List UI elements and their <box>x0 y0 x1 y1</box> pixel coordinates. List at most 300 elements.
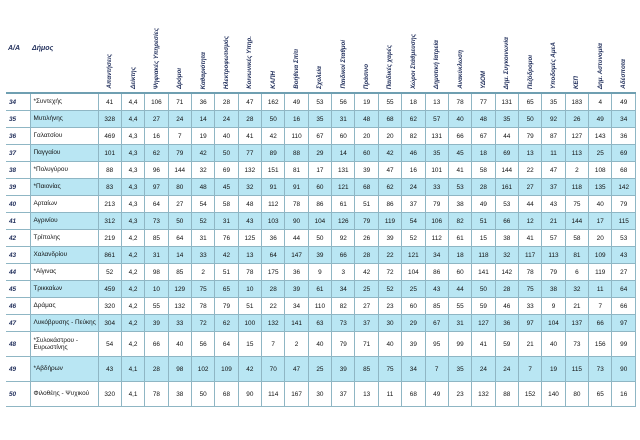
table-cell: 110 <box>285 128 308 145</box>
table-cell: 143 <box>589 128 612 145</box>
table-cell: 64 <box>168 230 191 247</box>
table-cell: 34 <box>332 281 355 298</box>
column-header <box>589 4 612 93</box>
table-cell: 41 <box>472 332 495 357</box>
table-cell: 14 <box>332 145 355 162</box>
table-cell: 64 <box>262 247 285 264</box>
table-cell: 4,1 <box>121 357 144 382</box>
table-cell: 16 <box>402 162 425 179</box>
table-cell: 219 <box>98 230 121 247</box>
column-header <box>121 4 144 93</box>
table-row <box>6 162 636 179</box>
table-cell: 103 <box>262 213 285 230</box>
table-cell: 79 <box>168 145 191 162</box>
table-cell: 80 <box>168 179 191 196</box>
table-cell: 110 <box>308 298 331 315</box>
table-cell: 40 <box>215 128 238 145</box>
table-cell: 132 <box>262 315 285 332</box>
column-header-label: Πράσινο <box>363 63 371 89</box>
table-cell: 57 <box>425 111 448 128</box>
table-cell: 100 <box>238 315 261 332</box>
table-cell: 73 <box>332 315 355 332</box>
table-cell: 73 <box>565 332 588 357</box>
table-cell: 99 <box>612 332 636 357</box>
table-cell: 66 <box>495 213 518 230</box>
table-cell: 320 <box>98 382 121 407</box>
table-cell: 19 <box>542 357 565 382</box>
table-cell: 44 <box>448 281 471 298</box>
table-cell: 4,2 <box>121 247 144 264</box>
table-cell: 78 <box>518 264 541 281</box>
table-cell: 13 <box>425 93 448 111</box>
table-cell: 31 <box>332 111 355 128</box>
table-cell: 82 <box>332 298 355 315</box>
table-row <box>6 298 636 315</box>
table-cell: 57 <box>542 230 565 247</box>
table-cell: 118 <box>472 247 495 264</box>
table-cell: 79 <box>215 298 238 315</box>
table-cell: 28 <box>238 111 261 128</box>
row-number: 39 <box>6 179 30 196</box>
table-cell: 42 <box>355 264 378 281</box>
municipality-name: Γαλατσίου <box>30 128 98 145</box>
table-cell: 82 <box>402 128 425 145</box>
table-cell: 40 <box>168 332 191 357</box>
table-cell: 4,2 <box>121 230 144 247</box>
table-cell: 28 <box>472 179 495 196</box>
table-row <box>6 111 636 128</box>
municipality-name: *Αβδήρων <box>30 357 98 382</box>
table-cell: 51 <box>355 196 378 213</box>
table-cell: 861 <box>98 247 121 264</box>
table-cell: 44 <box>518 196 541 213</box>
table-cell: 141 <box>285 315 308 332</box>
table-cell: 4,2 <box>121 315 144 332</box>
column-header-label: Υποδομές ΑμεΑ <box>550 42 557 89</box>
column-header <box>378 4 401 93</box>
table-cell: 64 <box>145 196 168 213</box>
table-cell: 49 <box>472 196 495 213</box>
table-cell: 28 <box>262 281 285 298</box>
table-cell: 30 <box>378 315 401 332</box>
table-cell: 48 <box>472 111 495 128</box>
table-cell: 61 <box>448 230 471 247</box>
table-cell: 32 <box>565 281 588 298</box>
table-cell: 90 <box>612 357 636 382</box>
table-cell: 131 <box>425 128 448 145</box>
table-cell: 25 <box>589 145 612 162</box>
table-cell: 52 <box>191 213 214 230</box>
table-cell: 32 <box>238 179 261 196</box>
table-cell: 7 <box>425 357 448 382</box>
table-cell: 92 <box>542 111 565 128</box>
table-cell: 79 <box>542 264 565 281</box>
column-header <box>145 4 168 93</box>
table-cell: 60 <box>332 128 355 145</box>
ranking-table <box>6 4 636 407</box>
table-cell: 152 <box>518 382 541 407</box>
table-row <box>6 264 636 281</box>
column-header <box>612 4 636 93</box>
table-cell: 88 <box>495 382 518 407</box>
table-row <box>6 230 636 247</box>
ranking-table-container <box>6 4 636 407</box>
table-cell: 52 <box>378 281 401 298</box>
table-cell: 47 <box>238 93 261 111</box>
table-cell: 58 <box>472 162 495 179</box>
row-number: 45 <box>6 281 30 298</box>
table-cell: 78 <box>238 264 261 281</box>
column-header <box>542 4 565 93</box>
table-cell: 4,3 <box>121 179 144 196</box>
column-header-label: Ψηφιακές Υπηρεσίες <box>152 27 160 89</box>
table-cell: 83 <box>98 179 121 196</box>
table-cell: 40 <box>448 111 471 128</box>
table-cell: 13 <box>238 247 261 264</box>
table-cell: 22 <box>518 162 541 179</box>
row-number: 40 <box>6 196 30 213</box>
table-cell: 109 <box>215 357 238 382</box>
row-number: 42 <box>6 230 30 247</box>
column-header-label: Δημ. Αστυνομία <box>596 42 604 89</box>
table-cell: 24 <box>495 357 518 382</box>
table-cell: 86 <box>378 196 401 213</box>
table-cell: 119 <box>589 264 612 281</box>
table-cell: 72 <box>191 315 214 332</box>
table-cell: 88 <box>98 162 121 179</box>
table-cell: 104 <box>402 264 425 281</box>
column-header <box>402 4 425 93</box>
table-cell: 79 <box>332 332 355 357</box>
column-header <box>308 4 331 93</box>
municipality-name: Τρικκαίων <box>30 281 98 298</box>
table-cell: 75 <box>191 281 214 298</box>
table-cell: 13 <box>355 382 378 407</box>
table-cell: 76 <box>215 230 238 247</box>
table-cell: 127 <box>472 315 495 332</box>
column-header-label: Απαντήσεις <box>106 54 114 89</box>
table-cell: 49 <box>612 93 636 111</box>
table-cell: 75 <box>565 196 588 213</box>
table-cell: 328 <box>98 111 121 128</box>
table-cell: 132 <box>472 382 495 407</box>
table-cell: 38 <box>542 281 565 298</box>
municipality-name: *Αίγινας <box>30 264 98 281</box>
table-cell: 7 <box>518 357 541 382</box>
table-cell: 20 <box>355 128 378 145</box>
table-cell: 126 <box>332 213 355 230</box>
header-row <box>6 4 636 93</box>
table-cell: 16 <box>145 128 168 145</box>
table-cell: 28 <box>145 357 168 382</box>
table-row <box>6 179 636 196</box>
column-header <box>285 4 308 93</box>
table-cell: 132 <box>238 162 261 179</box>
table-cell: 67 <box>425 315 448 332</box>
table-cell: 37 <box>402 196 425 213</box>
table-cell: 31 <box>191 230 214 247</box>
table-cell: 64 <box>215 332 238 357</box>
table-cell: 33 <box>518 298 541 315</box>
column-header-label: Πεζόδρομοι <box>526 54 534 89</box>
table-cell: 2 <box>191 264 214 281</box>
table-cell: 131 <box>332 162 355 179</box>
table-cell: 91 <box>285 179 308 196</box>
table-cell: 90 <box>238 382 261 407</box>
table-cell: 42 <box>215 247 238 264</box>
table-cell: 87 <box>542 128 565 145</box>
table-cell: 41 <box>98 93 121 111</box>
table-cell: 34 <box>612 111 636 128</box>
table-cell: 59 <box>495 332 518 357</box>
table-cell: 21 <box>565 298 588 315</box>
table-cell: 78 <box>191 298 214 315</box>
row-number: 36 <box>6 128 30 145</box>
table-cell: 34 <box>402 357 425 382</box>
row-number: 44 <box>6 264 30 281</box>
table-row <box>6 196 636 213</box>
table-cell: 45 <box>215 179 238 196</box>
table-cell: 26 <box>565 111 588 128</box>
table-cell: 7 <box>168 128 191 145</box>
table-row <box>6 128 636 145</box>
table-cell: 142 <box>612 179 636 196</box>
table-cell: 99 <box>448 332 471 357</box>
table-cell: 32 <box>191 162 214 179</box>
table-cell: 4,4 <box>121 111 144 128</box>
row-number: 48 <box>6 332 30 357</box>
column-header <box>565 4 588 93</box>
table-cell: 142 <box>495 264 518 281</box>
table-cell: 85 <box>355 357 378 382</box>
table-cell: 28 <box>215 93 238 111</box>
table-cell: 469 <box>98 128 121 145</box>
table-cell: 137 <box>565 315 588 332</box>
table-cell: 3 <box>332 264 355 281</box>
column-header-label: Παιδικές χαρές <box>386 44 394 89</box>
table-cell: 54 <box>402 213 425 230</box>
table-cell: 29 <box>308 145 331 162</box>
table-cell: 50 <box>168 213 191 230</box>
table-cell: 20 <box>378 128 401 145</box>
column-header-label: Δημοτική Ιατρεία <box>433 40 441 89</box>
table-cell: 4,3 <box>121 128 144 145</box>
table-cell: 40 <box>589 196 612 213</box>
table-cell: 54 <box>98 332 121 357</box>
table-cell: 62 <box>402 111 425 128</box>
table-cell: 41 <box>448 162 471 179</box>
column-header-label: ΚΕΠ <box>573 75 581 89</box>
table-cell: 132 <box>168 298 191 315</box>
table-cell: 33 <box>425 179 448 196</box>
table-cell: 4,2 <box>121 281 144 298</box>
table-cell: 85 <box>168 264 191 281</box>
table-cell: 41 <box>238 128 261 145</box>
table-cell: 39 <box>355 162 378 179</box>
table-cell: 14 <box>191 111 214 128</box>
table-cell: 121 <box>332 179 355 196</box>
table-cell: 40 <box>308 332 331 357</box>
table-cell: 36 <box>612 128 636 145</box>
column-header-label: Παιδικοί Σταθμοί <box>339 40 347 89</box>
column-header <box>355 4 378 93</box>
table-row <box>6 382 636 407</box>
column-header <box>98 4 121 93</box>
table-cell: 147 <box>285 247 308 264</box>
table-cell: 66 <box>448 128 471 145</box>
table-cell: 20 <box>589 230 612 247</box>
table-cell: 21 <box>518 332 541 357</box>
table-cell: 77 <box>238 145 261 162</box>
table-cell: 35 <box>448 357 471 382</box>
table-cell: 24 <box>402 179 425 196</box>
table-cell: 60 <box>448 264 471 281</box>
table-cell: 35 <box>495 111 518 128</box>
table-cell: 24 <box>215 111 238 128</box>
table-cell: 10 <box>145 281 168 298</box>
municipality-name: Αρταίων <box>30 196 98 213</box>
table-cell: 68 <box>612 162 636 179</box>
table-cell: 52 <box>98 264 121 281</box>
table-cell: 98 <box>168 357 191 382</box>
column-header <box>518 4 541 93</box>
column-header <box>425 4 448 93</box>
table-cell: 4,2 <box>121 264 144 281</box>
table-cell: 61 <box>332 196 355 213</box>
table-cell: 49 <box>425 382 448 407</box>
table-cell: 14 <box>168 247 191 264</box>
table-cell: 106 <box>425 213 448 230</box>
table-cell: 42 <box>262 128 285 145</box>
table-cell: 60 <box>355 145 378 162</box>
column-header <box>472 4 495 93</box>
table-cell: 4,4 <box>121 93 144 111</box>
table-cell: 11 <box>378 382 401 407</box>
table-cell: 140 <box>542 382 565 407</box>
column-header <box>332 4 355 93</box>
table-cell: 29 <box>402 315 425 332</box>
table-cell: 7 <box>589 298 612 315</box>
table-cell: 64 <box>612 281 636 298</box>
table-cell: 42 <box>191 145 214 162</box>
table-cell: 61 <box>308 281 331 298</box>
table-cell: 60 <box>308 179 331 196</box>
table-cell: 6 <box>565 264 588 281</box>
table-cell: 4 <box>589 93 612 111</box>
table-cell: 175 <box>262 264 285 281</box>
table-cell: 36 <box>285 264 308 281</box>
table-cell: 17 <box>589 213 612 230</box>
table-cell: 18 <box>448 247 471 264</box>
table-cell: 2 <box>285 332 308 357</box>
table-cell: 53 <box>612 230 636 247</box>
table-row <box>6 93 636 111</box>
table-cell: 38 <box>448 196 471 213</box>
table-cell: 66 <box>612 298 636 315</box>
table-cell: 96 <box>145 162 168 179</box>
table-cell: 69 <box>612 145 636 162</box>
table-cell: 47 <box>285 357 308 382</box>
table-cell: 101 <box>425 162 448 179</box>
table-cell: 37 <box>332 382 355 407</box>
table-cell: 39 <box>332 357 355 382</box>
table-cell: 62 <box>215 315 238 332</box>
table-cell: 21 <box>542 213 565 230</box>
table-cell: 50 <box>262 111 285 128</box>
table-cell: 32 <box>495 247 518 264</box>
column-header <box>238 4 261 93</box>
table-cell: 27 <box>145 111 168 128</box>
table-cell: 72 <box>378 264 401 281</box>
table-cell: 31 <box>448 315 471 332</box>
municipality-name: Δράμας <box>30 298 98 315</box>
table-cell: 33 <box>191 247 214 264</box>
table-cell: 66 <box>145 332 168 357</box>
table-cell: 88 <box>285 145 308 162</box>
column-header-label: Χώροι Στάθμευσης <box>409 34 417 89</box>
table-cell: 79 <box>355 213 378 230</box>
header-aa: Α/Α <box>8 44 21 52</box>
table-cell: 68 <box>402 382 425 407</box>
table-cell: 27 <box>168 196 191 213</box>
column-header-label: Κοινωνικές Υπηρ. <box>246 36 254 89</box>
table-cell: 22 <box>262 298 285 315</box>
table-cell: 48 <box>355 111 378 128</box>
table-cell: 125 <box>238 230 261 247</box>
row-number: 50 <box>6 382 30 407</box>
table-cell: 65 <box>518 93 541 111</box>
table-cell: 48 <box>238 196 261 213</box>
table-cell: 4,3 <box>121 196 144 213</box>
table-cell: 49 <box>589 111 612 128</box>
table-cell: 98 <box>145 264 168 281</box>
table-cell: 144 <box>495 162 518 179</box>
column-header-label: Καθαριότητα <box>199 51 207 89</box>
table-cell: 459 <box>98 281 121 298</box>
column-header-label: Δείκτης <box>129 67 137 89</box>
table-cell: 66 <box>332 247 355 264</box>
row-number: 34 <box>6 93 30 111</box>
table-cell: 26 <box>355 230 378 247</box>
table-cell: 117 <box>518 247 541 264</box>
table-cell: 50 <box>308 230 331 247</box>
table-cell: 49 <box>285 93 308 111</box>
table-cell: 38 <box>168 382 191 407</box>
table-cell: 39 <box>145 315 168 332</box>
table-cell: 129 <box>168 281 191 298</box>
table-cell: 23 <box>378 298 401 315</box>
table-cell: 112 <box>262 196 285 213</box>
municipality-name: *Πολυγύρου <box>30 162 98 179</box>
table-cell: 31 <box>145 247 168 264</box>
table-cell: 34 <box>425 247 448 264</box>
table-cell: 23 <box>448 382 471 407</box>
table-cell: 44 <box>495 128 518 145</box>
table-cell: 58 <box>215 196 238 213</box>
table-cell: 2 <box>565 162 588 179</box>
table-cell: 78 <box>448 93 471 111</box>
table-cell: 45 <box>448 145 471 162</box>
table-cell: 113 <box>542 247 565 264</box>
table-cell: 24 <box>472 357 495 382</box>
table-cell: 115 <box>565 357 588 382</box>
table-cell: 80 <box>565 382 588 407</box>
table-cell: 16 <box>285 111 308 128</box>
table-cell: 104 <box>542 315 565 332</box>
table-cell: 42 <box>238 357 261 382</box>
table-cell: 90 <box>285 213 308 230</box>
table-cell: 65 <box>215 281 238 298</box>
